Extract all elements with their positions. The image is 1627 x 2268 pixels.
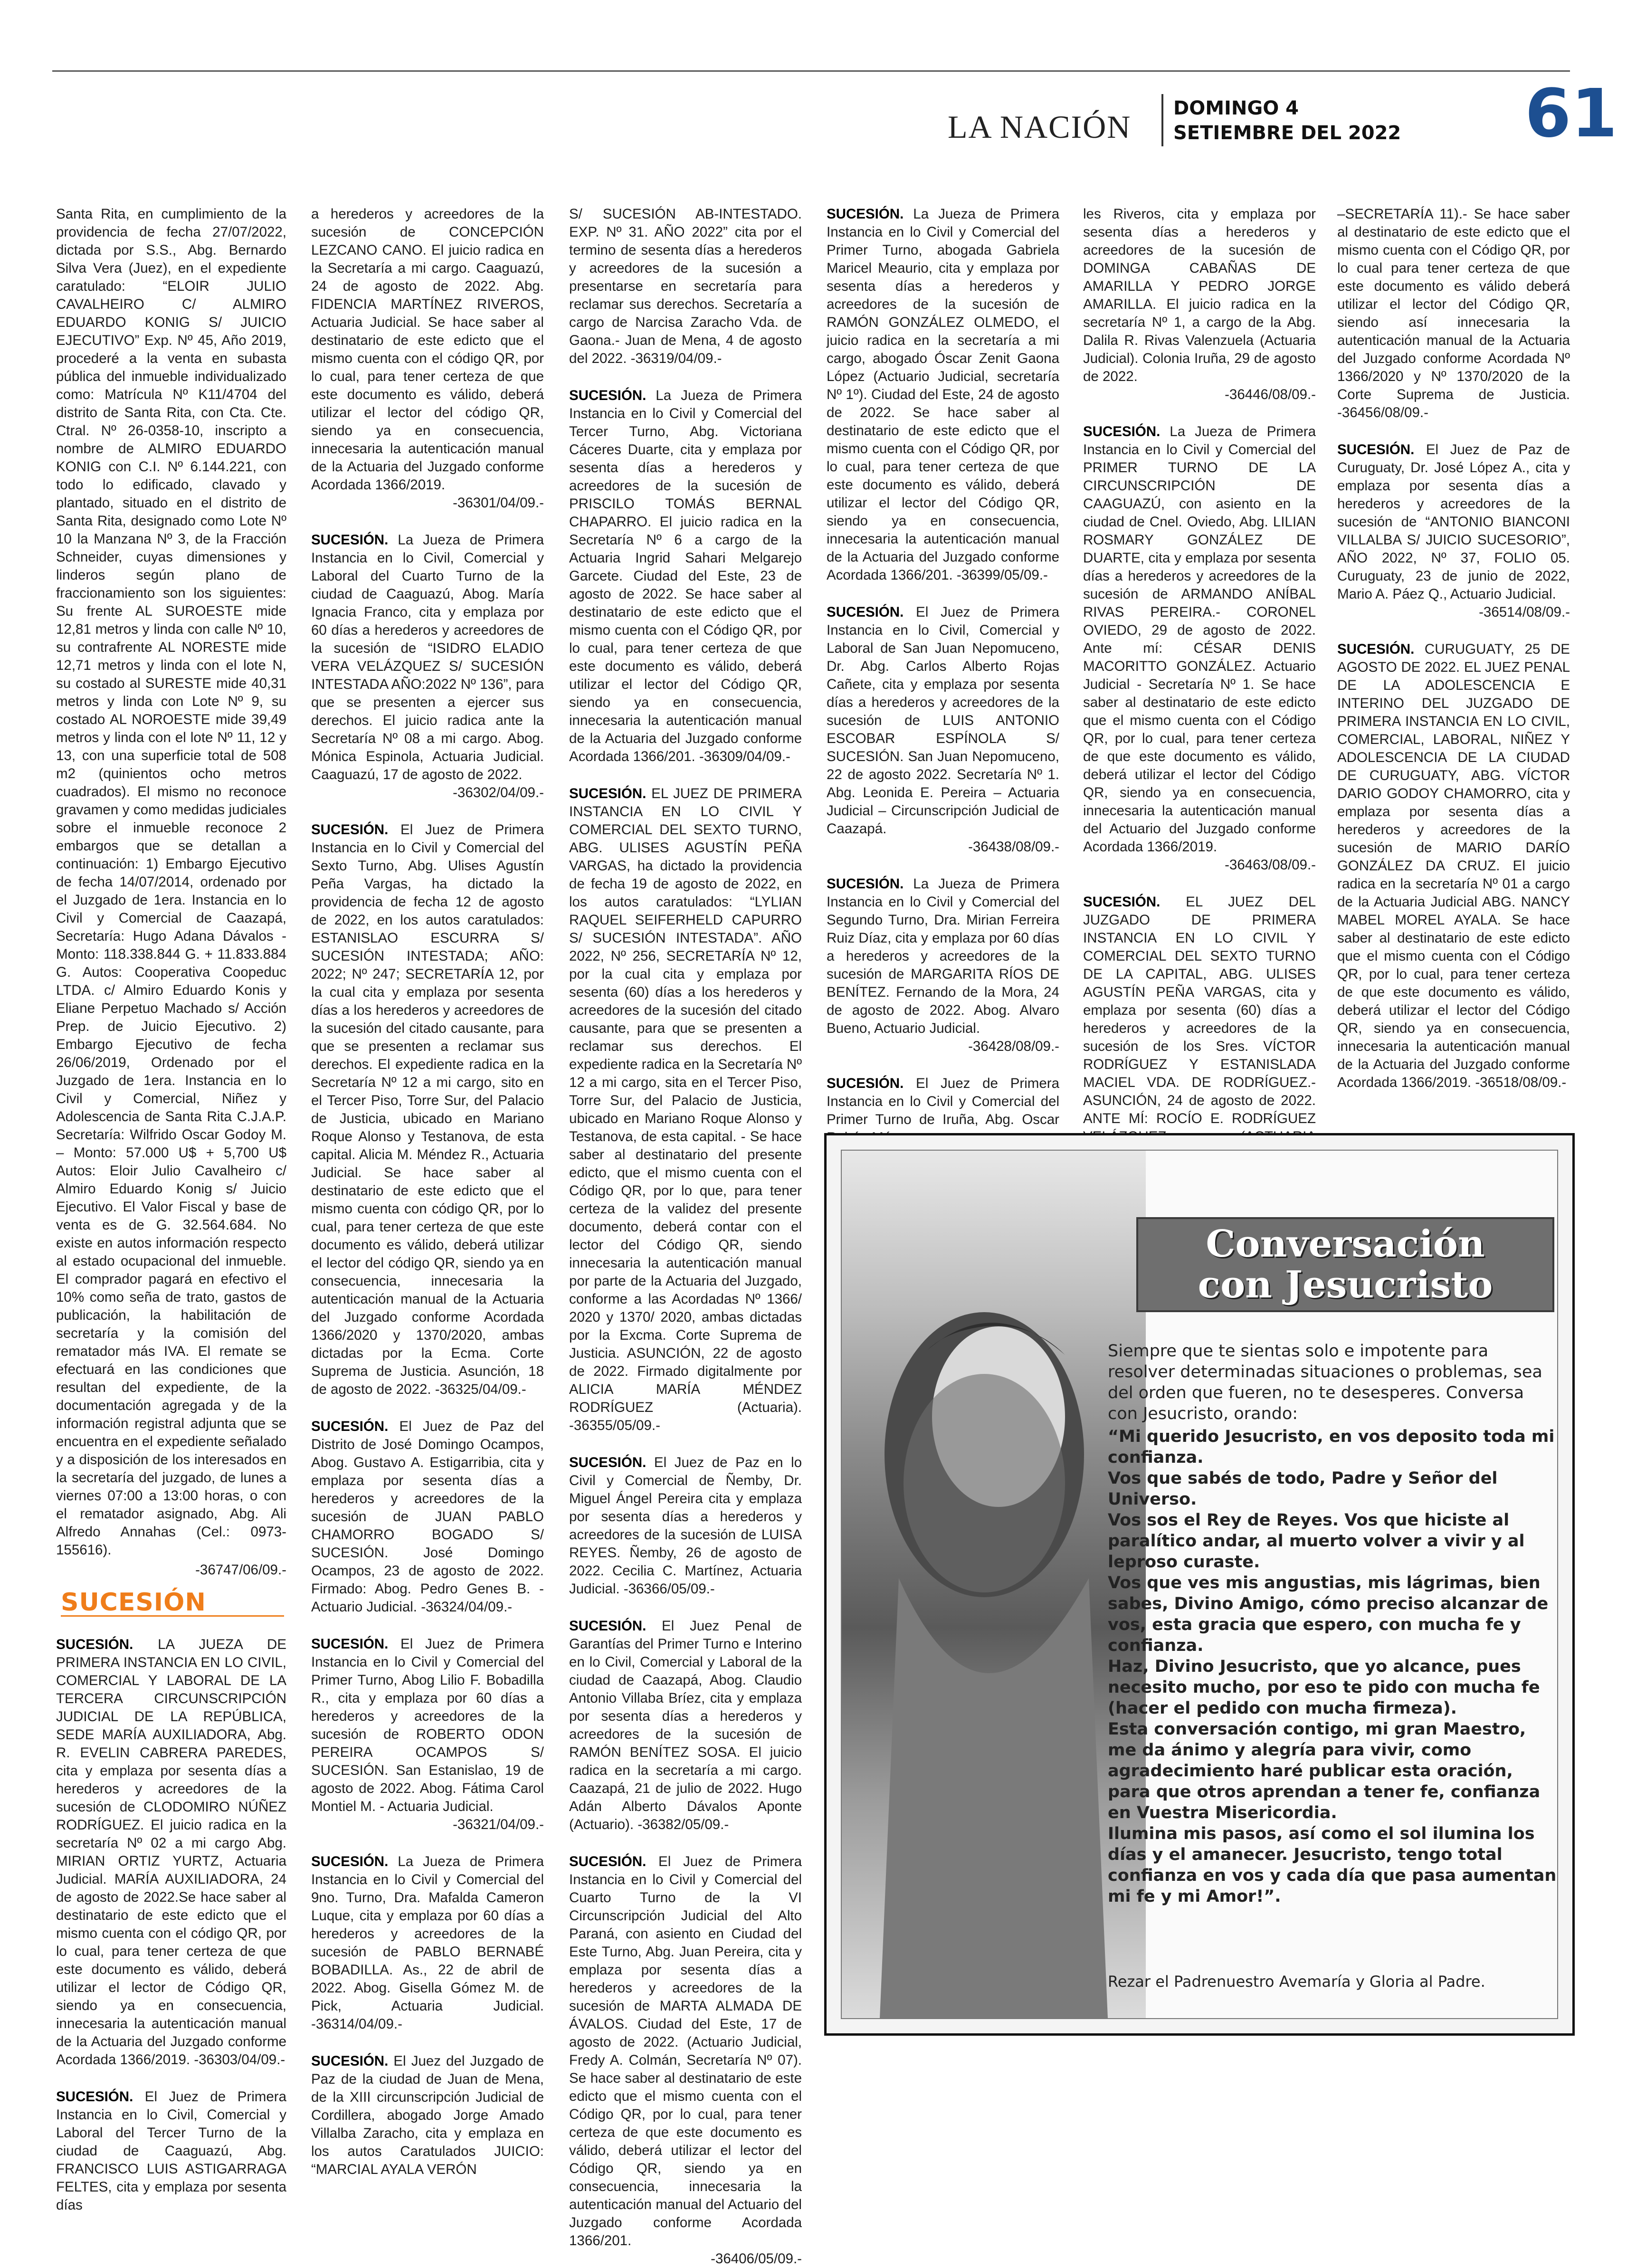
notice-sucesion: SUCESIÓN. La Jueza de Primera Instancia en lo Civil y Comercial del Tercer Turno, Abg. Victoriana Cáceres Duarte, cita y emplaza por sesenta días a herederos y acreedores de la sucesión de PRISCILO TOMÁS BERNAL CHAPARRO. El juicio radica en la Secretaría Nº 6 a cargo de la Actuaria Ingrid Sahari Melgarejo Garcete. Ciudad del Este, 23 de agosto de 2022. Se hace saber al destinatario de este edicto que el mismo cuenta con el Código QR, por lo cual, para tener certeza de que este documento es válido, deberá utilizar el lector del Código QR, siendo ya en consecuencia, innecesaria la autenticación manual de la Actuaria del Juzgado conforme Acordada 1366/201. -36309/04/09.-: [569, 388, 802, 764]
masthead-divider: [1161, 94, 1163, 146]
notice-ref: -36514/08/09.-: [1479, 604, 1570, 620]
prayer-line: Haz, Divino Jesucristo, que yo alcance, pues necesito mucho, por eso te pido con mucha fe (hacer el pedido con mucha firmeza).: [1108, 1657, 1540, 1718]
ad-footer: Rezar el Padrenuestro Avemaría y Gloria al Padre.: [1108, 1973, 1485, 1991]
issue-date: [1173, 96, 1401, 145]
issue-date-month: SETIEMBRE DEL 2022: [1173, 122, 1401, 144]
issue-date-day: DOMINGO 4: [1173, 97, 1299, 119]
notice-sucesion: –SECRETARÍA 11).- Se hace saber al destinatario de este edicto que el mismo cuenta con el Código QR, por lo cual para tener certeza de que este documento es válido deberá utilizar el lector del Código QR, siendo así innecesaria la autenticación manual de la Actuaria del Juzgado conforme Acordada Nº 1366/2020 y Nº 1370/2020 de la Corte Suprema de Justicia. -36456/08/09.-: [1337, 206, 1570, 420]
notice-sucesion: les Riveros, cita y emplaza por sesenta días a herederos y acreedores de la sucesión de DOMINGA CABAÑAS DE AMARILLA Y PEDRO JORGE AMARILLA. El juicio radica en la secretaría Nº 1, a cargo de la Abg. Dalila R. Rivas Valenzuela (Actuaria Judicial). Colonia Iruña, 29 de agosto de 2022.: [1083, 206, 1316, 384]
column-5: [1083, 205, 1316, 1126]
notice-ref: -36321/04/09.-: [453, 1817, 544, 1832]
notice-sucesion: SUCESIÓN. El Juez del Juzgado de Paz de la ciudad de Juan de Mena, de la XIII circunscripción Judicial de Cordillera, abogado Jorge Amado Villalba Zaracho, cita y emplaza en los autos Caratulados JUICIO: “MARCIAL AYALA VERÓN: [311, 2053, 544, 2177]
newspaper-logo: LA NACIÓN: [948, 109, 1132, 145]
notice-ref: -36406/05/09.-: [711, 2251, 802, 2267]
notice-ref: -36428/08/09.-: [968, 1039, 1059, 1054]
page-number: 61: [1525, 75, 1617, 152]
notice-sucesion: SUCESIÓN. La Jueza de Primera Instancia en lo Civil y Comercial del Segundo Turno, Dra. Mirian Ferreira Ruiz Díaz, cita y emplaza por 60 días a herederos y acreedores de la sucesión de MARGARITA RÍOS DE BENÍTEZ. Fernando de la Mora, 24 de agosto de 2022. Abog. Alvaro Bueno, Actuario Judicial.: [827, 876, 1059, 1036]
prayer-line: Vos que sabés de todo, Padre y Señor del Universo.: [1108, 1469, 1498, 1509]
notice-ref: -36747/06/09.-: [195, 1562, 286, 1578]
notice-sucesion: SUCESIÓN. EL JUEZ DE PRIMERA INSTANCIA EN LO CIVIL Y COMERCIAL DEL SEXTO TURNO, ABG. ULISES AGUSTÍN PEÑA VARGAS, ha dictado la providencia de fecha 19 de agosto de 2022, en los autos caratulados: “LYLIAN RAQUEL SEIFERHELD CAPURRO S/ SUCESIÓN INTESTADA”. AÑO 2022, Nº 256, SECRETARÍA Nº 12, por la cual cita y emplaza por sesenta (60) días a los herederos y acreedores de la sucesión del citado causante, para que se presenten a reclamar sus derechos. El expediente radica en la Secretaría Nº 12 a mi cargo, sita en el Tercer Piso, Torre Sur, del Palacio de Justicia, ubicado en Mariano Roque Alonso y Testanova, de esta capital. - Se hace saber al destinatario del presente edicto, que el mismo cuenta con el Código QR, por lo que, para tener certeza de la validez del presente documento, deberá contar con el lector del Código QR, siendo innecesaria la autenticación manual por parte de la Actuaria del Juzgado, conforme a las Acordadas Nº 1366/ 2020 y 1370/ 2020, ambas dictadas por la Excma. Corte Suprema de Justicia. ASUNCIÓN, 22 de agosto de 2022. Firmado digitalmente por ALICIA MARÍA MÉNDEZ RODRÍGUEZ (Actuaria). -36355/05/09.-: [569, 786, 802, 1433]
notice-sucesion: SUCESIÓN. La Jueza de Primera Instancia en lo Civil y Comercial del PRIMER TURNO DE LA CIRCUNSCRIPCIÓN DE CAAGUAZÚ, con asiento en la ciudad de Cnel. Oviedo, Abg. LILIAN ROSMARY GONZÁLEZ DE DUARTE, cita y emplaza por sesenta días a herederos y acreedores de la sucesión de ARMANDO ANÍBAL RIVAS PEREIRA.- CORONEL OVIEDO, 29 de agosto de 2022. Ante mí: CÉSAR DENIS MACORITTO GONZÁLEZ. Actuario Judicial - Secretaría Nº 1. Se hace saber al destinatario de este edicto que el mismo cuenta con el Código QR, por lo cual, para tener certeza de que este documento es válido, deberá utilizar el lector del Código QR, siendo ya en consecuencia, innecesaria la autenticación manual del Actuario del Juzgado conforme Acordada 1366/2019.: [1083, 424, 1316, 855]
notice-sucesion: SUCESIÓN. La Jueza de Primera Instancia en lo Civil y Comercial del 9no. Turno, Dra. Mafalda Cameron Luque, cita y emplaza por 60 días a herederos y acreedores de la sucesión de PABLO BERNABÉ BOBADILLA. As., 22 de abril de 2022. Abog. Gisella Gómez M. de Pick, Actuaria Judicial. -36314/04/09.-: [311, 1854, 544, 2032]
notice-sucesion: SUCESIÓN. CURUGUATY, 25 DE AGOSTO DE 2022. EL JUEZ PENAL DE LA ADOLESCENCIA E INTERINO DEL JUZGADO DE PRIMERA INSTANCIA EN LO CIVIL, COMERCIAL, LABORAL, NIÑEZ Y ADOLESCENCIA DE LA CIUDAD DE CURUGUATY, ABG. VÍCTOR DARIO GODOY CHAMORRO, cita y emplaza por sesenta días a herederos y acreedores de la sucesión de MARIO DARÍO GONZÁLEZ DA CRUZ. El juicio radica en la secretaría Nº 01 a cargo de la Actuaria Judicial ABG. NANCY MABEL MOREL AYALA. Se hace saber al destinatario de este edicto que el mismo cuenta con el Código QR, por lo cual, para tener certeza de que este documento es válido, deberá utilizar el lector del Código QR, siendo ya en consecuencia, innecesaria la autenticación manual de la Actuaria del Juzgado conforme Acordada 1366/2019. -36518/08/09.-: [1337, 641, 1570, 1090]
notice-sucesion: SUCESIÓN. La Jueza de Primera Instancia en lo Civil, Comercial y Laboral del Cuarto Turno de la ciudad de Caaguazú, Abog. María Ignacia Franco, cita y emplaza por 60 días a herederos y acreedores de la sucesión de “ISIDRO ELADIO VERA VELÁZQUEZ S/ SUCESIÓN INTESTADA AÑO:2022 Nº 136”, para que se presenten a ejercer sus derechos. El juicio radica ante la Secretaría Nº 08 a mi cargo. Abog. Mónica Espinola, Actuaria Judicial. Caaguazú, 17 de agosto de 2022.: [311, 532, 544, 782]
section-heading: SUCESIÓN: [61, 1593, 284, 1617]
notice-ref: -36446/08/09.-: [1225, 387, 1316, 402]
notice-sucesion: S/ SUCESIÓN AB-INTESTADO. EXP. Nº 31. AÑO 2022” cita por el termino de sesenta días a herederos y acreedores de la sucesión a presentarse en secretaría para reclamar sus derechos. Secretaría a cargo de Narcisa Zaracho Vda. de Gaona.- Juan de Mena, 4 de agosto del 2022. -36319/04/09.-: [569, 206, 802, 366]
notice-sucesion: SUCESIÓN. El Juez de Paz del Distrito de José Domingo Ocampos, Abog. Gustavo A. Estigarribia, cita y emplaza por sesenta días a herederos y acreedores de la sucesión de JUAN PABLO CHAMORRO BOGADO S/ SUCESIÓN. José Domingo Ocampos, 23 de agosto de 2022. Firmado: Abog. Pedro Genes B. - Actuario Judicial. -36324/04/09.-: [311, 1419, 544, 1615]
prayer-advertisement: [824, 1133, 1575, 2036]
notice-sucesion: SUCESIÓN. El Juez de Primera Instancia en lo Civil y Comercial del Cuarto Turno de la VI Circunscripción Judicial del Alto Paraná, con asiento en Ciudad del Este Turno, Abg. Juan Pereira, cita y emplaza por sesenta días a herederos y acreedores de la sucesión de MARTA ALMADA DE ÁVALOS. Ciudad del Este, 17 de agosto de 2022. (Actuario Judicial, Fredy A. Colmán, Secretaría Nº 07). Se hace saber al destinatario de este edicto que el mismo cuenta con el Código QR, por lo cual, para tener certeza de que este documento es válido, deberá utilizar el lector del Código QR, siendo ya en consecuencia, innecesaria la autenticación manual del Actuario del Juzgado conforme Acordada 1366/201.: [569, 1854, 802, 2249]
notice-ref: -36301/04/09.-: [453, 495, 544, 511]
notice-sucesion: SUCESIÓN. El Juez de Primera Instancia en lo Civil y Comercial del Sexto Turno, Abg. Ulises Agustín Peña Vargas, ha dictado la providencia de fecha 12 de agosto de 2022, en los autos caratulados: ESTANISLAO ESCURRA S/ SUCESIÓN INTESTADA; AÑO: 2022; Nº 247; SECRETARÍA 12, por la cual cita y emplaza por sesenta días a los herederos y acreedores de la sucesión del citado causante, para que se presenten a reclamar sus derechos. El expediente radica en la Secretaría Nº 12 a mi cargo, sito en el Tercer Piso, Torre Sur, del Palacio de Justicia, ubicado en Mariano Roque Alonso y Testanova, de esta capital. Alicia M. Méndez R., Actuaria Judicial. Se hace saber al destinatario de este edicto que el mismo cuenta con código QR, por lo cual, para tener certeza de que este documento es válido, deberá utilizar el lector del código QR, siendo ya en consecuencia, innecesaria la autenticación manual de la Actuaria del Juzgado conforme Acordada 1366/2020 y 1370/2020, ambas dictadas por la Ecma. Corte Suprema de Justicia. Asunción, 18 de agosto de 2022. -36325/04/09.-: [311, 822, 544, 1397]
ad-title-line: Conversación: [1206, 1222, 1485, 1266]
prayer-line: “Mi querido Jesucristo, en vos deposito toda mi confianza.: [1108, 1427, 1555, 1467]
ad-prayer: [1108, 1426, 1559, 1907]
notice-sucesion: SUCESIÓN. El Juez de Primera Instancia en lo Civil, Comercial y Laboral de San Juan Nepomuceno, Dr. Abg. Carlos Alberto Rojas Cañete, cita y emplaza por sesenta días a herederos y acreedores de la sucesión de LUIS ANTONIO ESCOBAR ESPÍNOLA S/ SUCESIÓN. San Juan Nepomuceno, 22 de agosto 2022. Secretaría Nº 1. Abg. Leonida E. Pereira – Actuaria Judicial – Circunscripción Judicial de Caazapá.: [827, 604, 1059, 837]
notice-sucesion: SUCESIÓN. El Juez Penal de Garantías del Primer Turno e Interino en lo Civil, Comercial y Laboral de la ciudad de Caazapá, Abog. Claudio Antonio Villaba Bríez, cita y emplaza por sesenta días a herederos y acreedores de la sucesión de RAMÓN BENÍTEZ SOSA. El juicio radica en la secretaría a mi cargo. Caazapá, 21 de julio de 2022. Hugo Adán Alberto Dávalos Aponte (Actuario). -36382/05/09.-: [569, 1618, 802, 1832]
notice-ref: -36438/08/09.-: [968, 839, 1059, 855]
header-rule: [52, 70, 1570, 72]
ad-intro: Siempre que te sientas solo e impotente para resolver determinadas situaciones o problemas, sea del orden que fueren, no te desesperes. Conversa con Jesucristo, orando:: [1108, 1342, 1542, 1423]
notice-remate: Santa Rita, en cumplimiento de la providencia de fecha 27/07/2022, dictada por S.S., Abg. Bernardo Silva Vera (Juez), en el expediente caratulado: “ELOIR JULIO CAVALHEIRO C/ ALMIRO EDUARDO KONIG S/ JUICIO EJECUTIVO” Exp. Nº 45, Año 2019, procederé a la venta en subasta pública del inmueble individualizado como: Matrícula Nº K11/4704 del distrito de Santa Rita, con Cta. Cte. Ctral. Nº 26-0358-10, inscripto a nombre de ALMIRO EDUARDO KONIG con C.I. Nº 6.144.221, con todo lo edificado, clavado y plantado, situado en el distrito de Santa Rita, designado como Lote Nº 10 la Manzana Nº 3, de la Fracción Schneider, cuyas dimensiones y linderos según plano de fraccionamiento son los siguientes: Su frente AL SUROESTE mide 12,81 metros y linda con calle Nº 10, su contrafrente AL NORESTE mide 12,71 metros y linda con el lote N, su costado al SURESTE mide 40,31 metros y linda con Lote Nº 9, su costado AL NOROESTE mide 39,49 metros y linda con el lote Nº 11, 12 y 13, con una superficie total de 508 m2 (quinientos ocho metros cuadrados). El mismo no reconoce gravamen y como medidas judiciales sobre el inmueble reconoce 2 embargos que se detallan a continuación: 1) Embargo Ejecutivo de fecha 14/07/2014, ordenado por el Juzgado de 1era. Instancia en lo Civil y Comercial de Caazapá, Secretaría: Hugo Adana Dávalos - Monto: 118.338.844 G. + 11.833.884 G. Autos: Cooperativa Coopeduc LTDA. c/ Almiro Eduardo Konis y Eliane Perpetuo Machado s/ Acción Prep. de Juicio Ejecutivo. 2) Embargo Ejecutivo de fecha 26/06/2019, Ordenado por el Juzgado de 1era. Instancia en lo Civil y Comercial, Niñez y Adolescencia de Santa Rita C.J.A.P. Secretaría: Wilfrido Oscar Godoy M. – Monto: 57.000 U$ + 5,700 U$ Autos: Eloir Julio Cavalheiro c/ Almiro Eduardo Konig s/ Juicio Ejecutivo. El Valor Fiscal y base de venta es de G. 32.564.684. No existe en autos información respecto al estado ocupacional del inmueble. El comprador pagará en efectivo el 10% como seña de trato, gastos de publicación, la habilitación de secretaría y la comisión del rematador más IVA. El remate se efectuará en las condiciones que resultan del expediente, de la documentación agregada y de la información registral adjunta que se encuentra en el expediente señalado y a disposición de los interesados en la secretaría del juzgado, de lunes a viernes 07:00 a 13:00 horas, o con el rematador asignado, Abg. Ali Alfredo Annahas (Cel.: 0973-155616).: [56, 206, 286, 1558]
ad-body: [1108, 1341, 1559, 1907]
notice-sucesion: SUCESIÓN. El Juez de Primera Instancia en lo Civil, Comercial y Laboral del Tercer Turno de la ciudad de Caaguazú, Abg. FRANCISCO LUIS ASTIGARRAGA FELTES, cita y emplaza por sesenta días: [56, 2089, 286, 2213]
notice-sucesion: SUCESIÓN. El Juez de Primera Instancia en lo Civil y Comercial del Primer Turno, Abog Lilio F. Bobadilla R., cita y emplaza por 60 días a herederos y acreedores de la sucesión de ROBERTO ODON PEREIRA OCAMPOS S/ SUCESIÓN. San Estanislao, 19 de agosto de 2022. Abog. Fátima Carol Montiel M. - Actuaria Judicial.: [311, 1636, 544, 1814]
column-4: [827, 205, 1059, 1127]
ad-frame: [841, 1150, 1558, 2019]
notice-sucesion: SUCESIÓN. LA JUEZA DE PRIMERA INSTANCIA EN LO CIVIL, COMERCIAL Y LABORAL DE LA TERCERA CIRCUNSCRIPCIÓN JUDICIAL DE LA REPÚBLICA, SEDE MARÍA AUXILIADORA, Abg. R. EVELIN CABRERA PAREDES, cita y emplaza por sesenta días a herederos y acreedores de la sucesión de CLODOMIRO NÚÑEZ RODRÍGUEZ. El juicio radica en la secretaría Nº 02 a mi cargo Abg. MIRIAN ORTIZ YURTZ, Actuaria Judicial. MARÍA AUXILIADORA, 24 de agosto de 2022.Se hace saber al destinatario de este edicto que el mismo cuenta con el código QR, por lo cual, para tener certeza de que este documento es válido, deberá utilizar el lector de Código QR, siendo ya en consecuencia, innecesaria la autenticación manual de la Actuaria del Juzgado conforme Acordada 1366/2019. -36303/04/09.-: [56, 1637, 286, 2068]
column-1: [56, 205, 286, 2213]
notice-sucesion: SUCESIÓN. El Juez de Primera Instancia en lo Civil y Comercial del Primer Turno de Iruña, Abg. Oscar: [827, 1076, 1059, 1127]
prayer-line: Vos que ves mis angustias, mis lágrimas, bien sabes, Divino Amigo, cómo preciso alcanzar de vos, esta gracia que espero, con mucha fe y confianza.: [1108, 1573, 1549, 1655]
notice-sucesion: SUCESIÓN. La Jueza de Primera Instancia en lo Civil y Comercial del Primer Turno, abogada Gabriela Maricel Meaurio, cita y emplaza por sesenta días a herederos y acreedores de la sucesión de RAMÓN GONZÁLEZ OLMEDO, el juicio radica en la secretaría a mi cargo, abogado Óscar Zenit Gaona López (Actuario Judicial, secretaría Nº 1º). Ciudad del Este, 24 de agosto de 2022. Se hace saber al destinatario de este edicto que el mismo cuenta con el Código QR, por lo cual, para tener certeza de que este documento es válido, deberá utilizar el lector del Código QR, siendo ya en consecuencia, innecesaria la autenticación manual de la Actuaria del Juzgado conforme Acordada 1366/201. -36399/05/09.-: [827, 206, 1059, 583]
notice-ref: -36302/04/09.-: [453, 785, 544, 800]
ad-title-line: con Jesucristo: [1198, 1263, 1493, 1306]
jesus-portrait-icon: [842, 1151, 1146, 2018]
column-6: [1337, 205, 1570, 1122]
prayer-line: Esta conversación contigo, mi gran Maestro, me da ánimo y alegría para vivir, como agradecimiento haré publicar esta oración, para que otros aprendan a tener fe, confianza en Vuestra Misericordia.: [1108, 1720, 1541, 1822]
column-2: [311, 205, 544, 2177]
notice-sucesion: SUCESIÓN. El Juez de Paz en lo Civil y Comercial de Ñemby, Dr. Miguel Ángel Pereira cita y emplaza por sesenta días a herederos y acreedores de la sucesión de LUISA REYES. Ñemby, 26 de agosto de 2022. Cecilia C. Martínez, Actuaria Judicial. -36366/05/09.-: [569, 1455, 802, 1597]
prayer-line: Vos sos el Rey de Reyes. Vos que hiciste al paralítico andar, al muerto volver a vivir y al leproso curaste.: [1108, 1511, 1525, 1572]
notice-ref: -36463/08/09.-: [1225, 857, 1316, 873]
notice-sucesion: SUCESIÓN. El Juez de Paz de Curuguaty, Dr. José López A., cita y emplaza por sesenta días a herederos y acreedores de la sucesión de “ANTONIO BIANCONI VILLALBA S/ JUICIO SUCESORIO”, AÑO 2022, Nº 37, FOLIO 05. Curuguaty, 23 de junio de 2022, Mario A. Páez Q., Actuario Judicial.: [1337, 442, 1570, 602]
notice-sucesion: a herederos y acreedores de la sucesión de CONCEPCIÓN LEZCANO CANO. El juicio radica en la Secretaría a mi cargo. Caaguazú, 24 de agosto de 2022. Abg. FIDENCIA MARTÍNEZ RIVEROS, Actuaria Judicial. Se hace saber al destinatario de este edicto que el mismo cuenta con el código QR, por lo cual, para tener certeza de que este documento es válido, deberá utilizar el lector del código QR, siendo ya en consecuencia, innecesaria la autenticación manual de la Actuaria del Juzgado conforme Acordada 1366/2019.: [311, 206, 544, 493]
masthead: [52, 75, 1617, 152]
jesus-portrait-image: [842, 1151, 1146, 2018]
prayer-line: Ilumina mis pasos, así como el sol ilumina los días y el amanecer. Jesucristo, tengo total confianza en vos y cada día que pasa aumentan mi fe y mi Amor!”.: [1108, 1824, 1557, 1906]
column-3: [569, 205, 802, 2267]
notice-sucesion: SUCESIÓN. EL JUEZ DEL JUZGADO DE PRIMERA INSTANCIA EN LO CIVIL Y COMERCIAL DEL SEXTO TURNO DE LA CAPITAL, ABG. ULISES AGUSTÍN PEÑA VARGAS, cita y emplaza por sesenta (60) días a herederos y acreedores de la sucesión de los Sres. VÍCTOR RODRÍGUEZ Y ESTANISLADA MACIEL VDA. DE RODRÍGUEZ.- ASUNCIÓN, 24 de agosto de 2022. ANTE MÍ: ROCÍO E. RODRÍGUEZ: [1083, 894, 1316, 1126]
ad-title: [1136, 1217, 1554, 1312]
